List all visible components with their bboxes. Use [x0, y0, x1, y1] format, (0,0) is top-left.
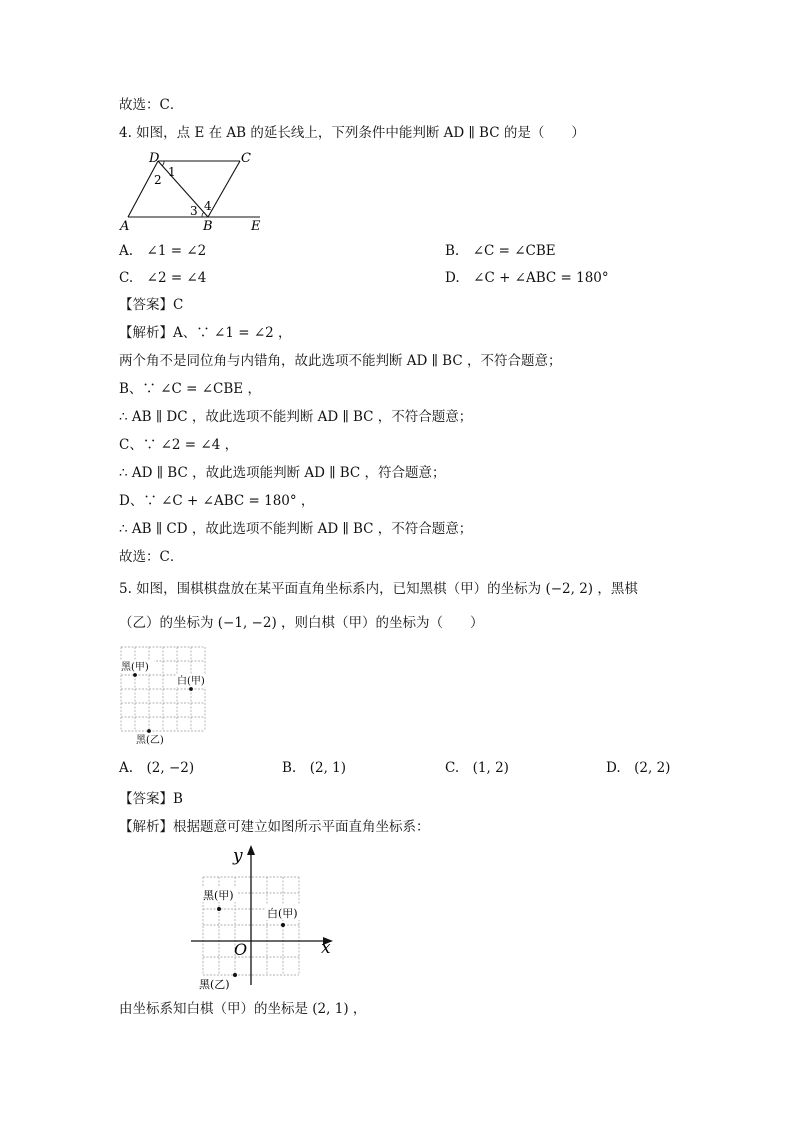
q4-option-c: C. ∠2 = ∠4: [119, 270, 207, 286]
angle-1-label: 1: [168, 165, 176, 179]
coordinate-figure: [186, 840, 336, 990]
y-axis-arrow: [247, 845, 255, 855]
white-a-label: 白(甲): [267, 907, 298, 920]
analysis-4-line-8: ∴ AB ∥ CD ，故此选项不能判断 AD ∥ BC ，不符合题意；: [119, 521, 473, 537]
label-e: E: [251, 219, 261, 234]
black-b-label: 黑(乙): [199, 978, 230, 990]
analysis-5-line-1: 【解析】根据题意可建立如图所示平面直角坐标系：: [119, 819, 430, 835]
white-stone-a: [281, 923, 285, 927]
origin-label: O: [234, 940, 248, 959]
side-ad: [128, 161, 158, 217]
black-stone-b: [233, 973, 237, 977]
q4-option-a: A. ∠1 = ∠2: [119, 243, 207, 259]
angle-3-label: 3: [190, 204, 198, 218]
analysis-4-line-6: ∴ AD ∥ BC ，故此选项能判断 AD ∥ BC ，符合题意；: [119, 465, 446, 481]
question-4-stem: 4. 如图，点 E 在 AB 的延长线上，下列条件中能判断 AD ∥ BC 的是（ ）: [119, 125, 585, 141]
black-stone-a: [217, 907, 221, 911]
q5-option-d: D. (2, 2): [606, 760, 671, 776]
q5-option-c: C. (1, 2): [445, 760, 509, 776]
go-board-figure: [118, 645, 212, 745]
diagonal-db: [158, 161, 208, 217]
analysis-4-line-3: B、∵ ∠C = ∠CBE ，: [119, 381, 261, 397]
analysis-4-line-2: 两个角不是同位角与内错角，故此选项不能判断 AD ∥ BC ，不符合题意；: [119, 353, 562, 369]
analysis-4-line-7: D、∵ ∠C + ∠ABC = 180° ，: [119, 493, 315, 509]
black-a-label: 黑(甲): [203, 889, 234, 902]
x-axis-label: x: [321, 938, 331, 958]
y-axis-label: y: [233, 846, 243, 866]
white-a-label: 白(甲): [177, 676, 205, 687]
parallelogram-figure: [118, 150, 268, 234]
side-cb: [208, 161, 240, 217]
label-d: D: [149, 151, 160, 166]
conclusion-4: 故选：C．: [119, 549, 184, 565]
analysis-5-conclusion: 由坐标系知白棋（甲）的坐标是 (2, 1) ，: [119, 1001, 367, 1017]
label-c: C: [241, 151, 251, 166]
q4-option-b: B. ∠C = ∠CBE: [445, 243, 556, 259]
question-5-stem-1: 5. 如图，围棋棋盘放在某平面直角坐标系内，已知黑棋（甲）的坐标为 (−2, 2) ，黑棋: [119, 581, 638, 597]
black-stone-a: [133, 673, 137, 677]
label-b: B: [203, 219, 213, 234]
analysis-4-line-1: 【解析】A、∵ ∠1 = ∠2 ，: [119, 325, 292, 341]
conclusion-line: 故选：C．: [119, 97, 184, 113]
angle-4-label: 4: [204, 199, 212, 213]
question-5-stem-2: （乙）的坐标为 (−1, −2) ，则白棋（甲）的坐标为（ ）: [119, 615, 484, 631]
black-a-label: 黑(甲): [121, 662, 149, 673]
black-b-label: 黑(乙): [136, 735, 164, 745]
q5-option-a: A. (2, −2): [119, 760, 195, 776]
analysis-4-line-5: C、∵ ∠2 = ∠4 ，: [119, 437, 239, 453]
analysis-4-line-4: ∴ AB ∥ DC ，故此选项不能判断 AD ∥ BC ，不符合题意；: [119, 409, 473, 425]
answer-5: 【答案】B: [119, 791, 183, 807]
q5-option-b: B. (2, 1): [282, 760, 347, 776]
white-stone-a: [189, 687, 193, 691]
label-a: A: [120, 219, 130, 234]
answer-4: 【答案】C: [119, 297, 184, 313]
black-stone-b: [147, 729, 151, 733]
angle-2-label: 2: [154, 173, 162, 187]
q4-option-d: D. ∠C + ∠ABC = 180°: [445, 270, 609, 286]
